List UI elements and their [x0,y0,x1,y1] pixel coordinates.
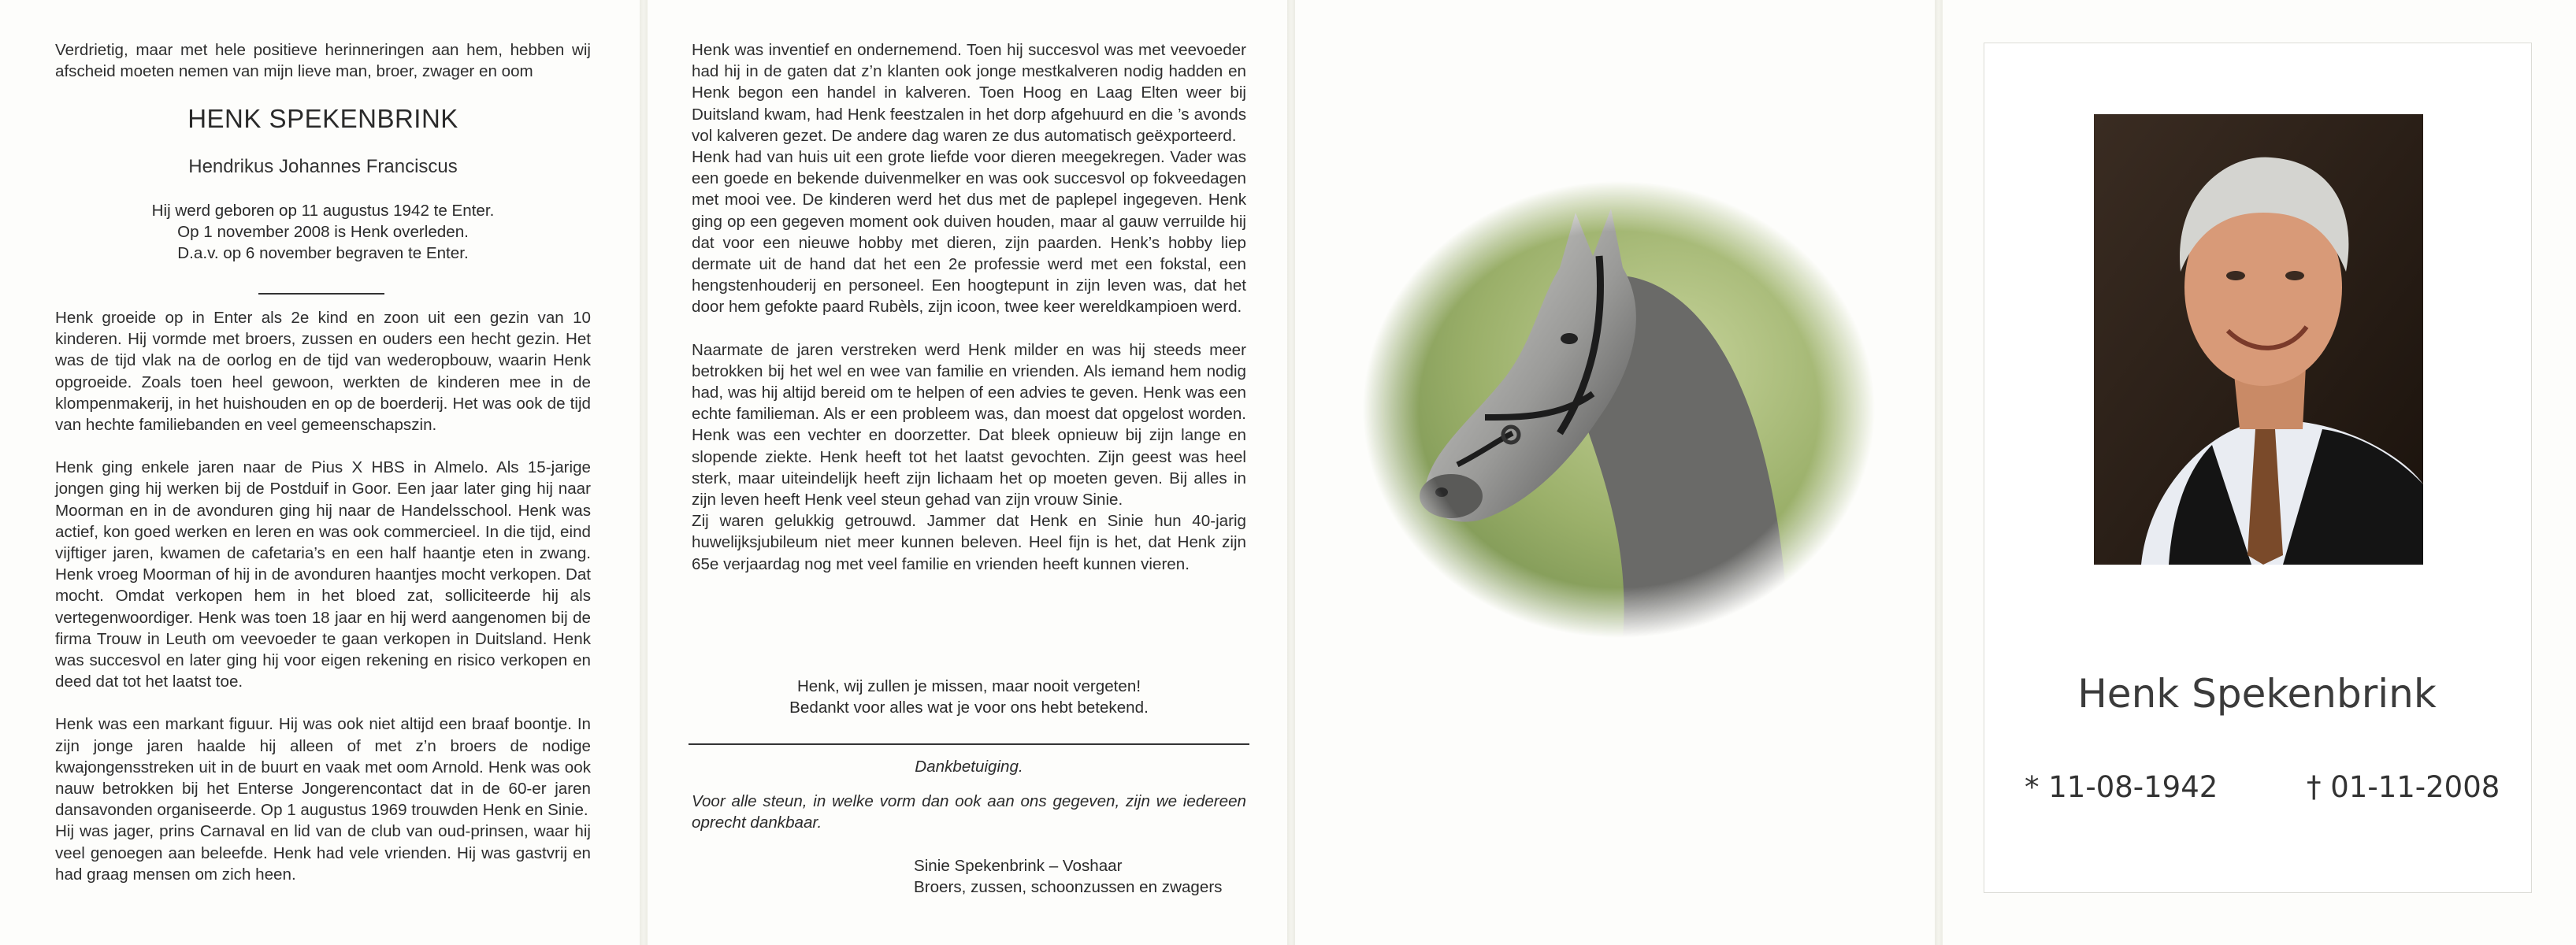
farewell-text [692,676,1246,718]
birth-death-block [55,200,591,265]
horse-photo [1363,181,1875,638]
death-line: Op 1 november 2008 is Henk overleden. [177,223,469,242]
biography-paragraph: Zij waren gelukkig getrouwd. Jammer dat Henk en Sinie hun 40-jarig huwelijksjubileum niet meer kunnen beleven. Heel fijn is het, dat Henk zijn 65e verjaardag nog met veel familie en vrienden heeft kunnen vieren. [692,512,1246,573]
biography-paragraph: Hij was jager, prins Carnaval en lid van de club van oud-prinsen, waar hij veel genoegen aan beleefde. Henk had vele vrienden. Hij was gastvrij en had graag mensen om zich heen. [55,822,591,884]
card-birth-date: * 11-08-1942 [2025,770,2218,804]
fold-line [1287,0,1295,945]
thanks-heading: Dankbetuiging. [915,758,1023,776]
signature-line: Broers, zussen, schoonzussen en zwagers [914,878,1223,897]
card-name: Henk Spekenbrink [2077,671,2437,717]
farewell-line: Bedankt voor alles wat je voor ons hebt betekend. [789,699,1149,717]
deceased-name-heading: HENK SPEKENBRINK [187,104,458,133]
biography-paragraph: Henk was een markant figuur. Hij was ook niet altijd een braaf boontje. In zijn jonge jaren haalde hij alleen of met z’n broers de nodige kwajongensstreken uit in de buurt en vaak met oom Arnold. Henk was ook nauw betrokken bij het Enterse Jongerencontact dat in de 60-er jaren dansavonden organiseerde. Op 1 augustus 1969 trouwden Henk en Sinie. [55,715,591,820]
farewell-line: Henk, wij zullen je missen, maar nooit vergeten! [796,677,1141,695]
card-death-date: † 01-11-2008 [2307,770,2500,804]
intro-text: Verdrietig, maar met hele positieve herinneringen aan hem, hebben wij afscheid moeten nemen van mijn lieve man, broer, zwager en oom [55,41,591,81]
biography-paragraph: Henk had van huis uit een grote liefde voor dieren meegekregen. Vader was een goede en bekende duivenmelker en was ook succesvol op fokveedagen met mooi vee. De kinderen werd het dus met de paplepel ingegeven. Henk ging op een gegeven moment ook duiven houden, maar al gauw verruilde hij dat voor een nieuwe hobby met dieren, zijn paarden. Henk’s hobby liep dermate uit de hand dat het een 2e professie werd met een fokstal, een hengstenhouderij en personeel. Een hoogtepunt in zijn leven was, dat het door hem gefokte paard Rubèls, zijn icoon, twee keer wereldkampioen werd. [692,148,1246,317]
burial-line: D.a.v. op 6 november begraven te Enter. [177,244,469,263]
biography-column-2 [692,39,1246,596]
biography-paragraph: Naarmate de jaren verstreken werd Henk milder en was hij steeds meer betrokken bij het wel en wee van familie en vrienden. Als iemand hem nodig had, was hij altijd bereid om te helpen of een advies te geven. Henk was een echte familieman. Als er een probleem was, dan moest dat opgelost worden. Henk was een vechter en doorzetter. Dat bleek opnieuw bij zijn lange en slopende ziekte. Henk heeft tot het laatst gevochten. Zijn geest was heel sterk, maar uiteindelijk heeft zijn lichaam het op moeten geven. Bij alles in zijn leven heeft Henk veel steun gehad van zijn vrouw Sinie. [692,340,1246,510]
portrait-photo [2094,114,2423,565]
divider [689,743,1249,745]
biography-column-1 [55,307,591,906]
biography-paragraph: Henk ging enkele jaren naar de Pius X HBS in Almelo. Als 15-jarige jongen ging hij werken bij de Postduif in Goor. Een jaar later ging hij naar Moorman en in de avonduren ging hij naar de Handelsschool. Henk was actief, kon goed werken en leren en was ook commercieel. In die tijd, eind vijftiger jaren, kwamen de cafetaria’s en een half haantje eten in zwang. Henk vroeg Moorman of hij in de avonduren haantjes mocht verkopen. Dat mocht. Omdat verkopen hem in het bloed zat, solliciteerde hij als vertegenwoordiger. Henk was toen 18 jaar en hij werd aangenomen bij de firma Trouw in Leuth om veevoeder te gaan verkopen in Duitsland. Henk was succesvol en later ging hij voor eigen rekening en risico verkopen en deed dat tot het laatst toe. [55,458,591,691]
birth-line: Hij werd geboren op 11 augustus 1942 te Enter. [151,202,495,220]
fold-line [640,0,648,945]
biography-paragraph: Henk was inventief en ondernemend. Toen hij succesvol was met veevoeder had hij in de gaten dat z’n klanten ook jonge mestkalveren nodig hadden en Henk begon een handel in kalveren. Toen Hoog en Laag Elten weer bij Duitsland kwam, had Henk feestzalen in het dorp afgehuurd en die ’s avonds vol kalveren gezet. De andere dag waren ze dus automatisch geëxporteerd. [692,41,1246,145]
thanks-text: Voor alle steun, in welke vorm dan ook aan ons gegeven, zijn we iedereen oprecht dankbaar. [692,792,1246,832]
divider [258,293,384,295]
full-given-names: Hendrikus Johannes Franciscus [188,156,458,177]
signature-block [914,855,1260,898]
biography-paragraph: Henk groeide op in Enter als 2e kind en zoon uit een gezin van 10 kinderen. Hij vormde met broers, zussen en ouders een hecht gezin. Het was de tijd vlak na de oorlog en de tijd van wederopbouw, waarin Henk opgroeide. Zoals toen heel gewoon, werkten de kinderen mee in de klompenmakerij, in het huishouden en op de boerderij. Het was ook de tijd van hechte familiebanden en veel gemeenschapszin. [55,309,591,435]
signature-line: Sinie Spekenbrink – Voshaar [914,857,1123,875]
fold-line [1935,0,1943,945]
